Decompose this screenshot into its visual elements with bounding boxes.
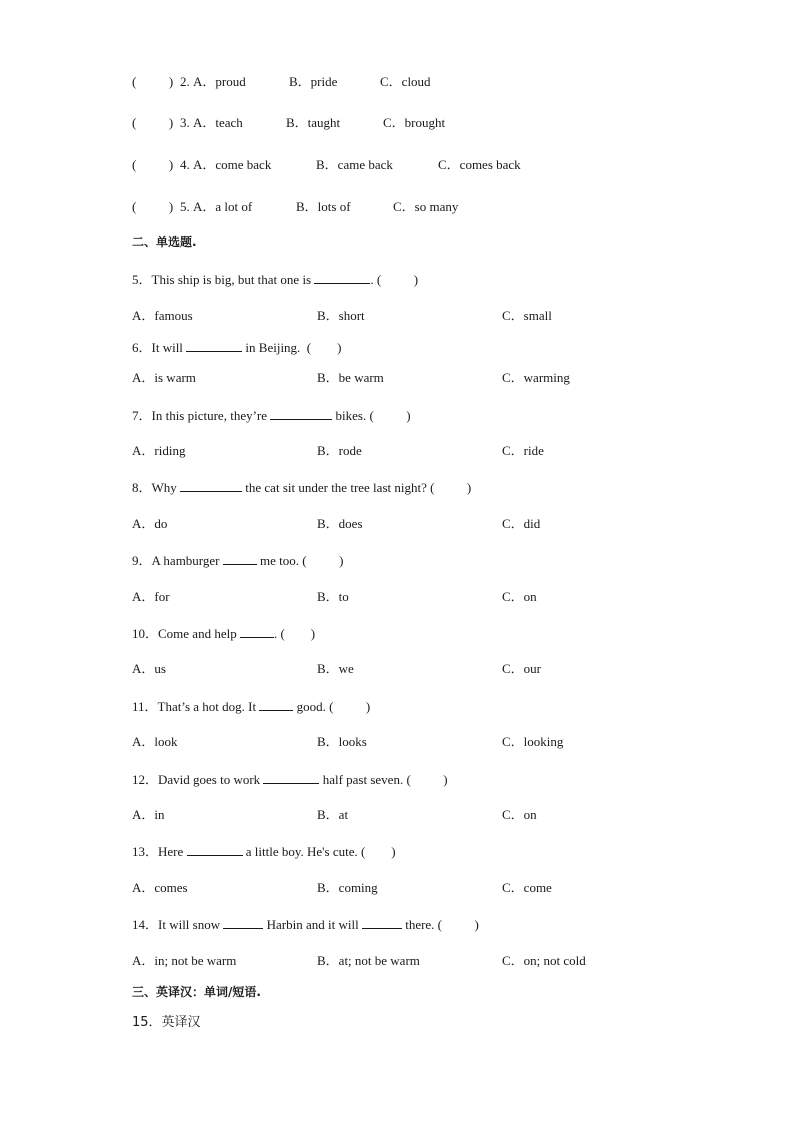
option-c[interactable]: C．come: [502, 880, 552, 895]
question-stem: [132, 479, 471, 496]
stem-text: the cat sit under the tree last night? ( ): [242, 480, 472, 495]
option-b[interactable]: B．taught: [286, 115, 341, 130]
question-stem: [132, 271, 418, 288]
stem-text: 10．Come and help: [132, 626, 240, 641]
option-a[interactable]: A．famous: [132, 308, 193, 323]
stem-text: me too. ( ): [256, 553, 344, 568]
option-b[interactable]: B．does: [317, 516, 363, 531]
option-b[interactable]: B．pride: [289, 74, 338, 89]
answer-blank[interactable]: [314, 271, 370, 284]
question-stem: [132, 552, 343, 569]
question-number: 4.: [180, 157, 190, 172]
option-b[interactable]: B．to: [317, 589, 349, 604]
option-a[interactable]: A．do: [132, 516, 168, 531]
answer-blank[interactable]: [263, 771, 319, 784]
question-stem: 15．英译汉: [132, 1015, 201, 1030]
stem-text: . ( ): [273, 626, 316, 641]
stem-text: half past seven. ( ): [319, 772, 448, 787]
stem-text: there. ( ): [401, 917, 479, 932]
answer-blank[interactable]: [180, 479, 242, 492]
option-a[interactable]: A．proud: [193, 74, 246, 89]
answer-blank[interactable]: [187, 843, 243, 856]
answer-blank[interactable]: [223, 552, 257, 565]
stem-text: good. ( ): [293, 699, 371, 714]
question-stem: [132, 625, 315, 642]
answer-blank[interactable]: [223, 916, 263, 929]
question-stem: [132, 916, 479, 933]
option-a[interactable]: A．teach: [193, 115, 243, 130]
answer-blank[interactable]: [362, 916, 402, 929]
option-c[interactable]: C．warming: [502, 370, 570, 385]
option-c[interactable]: C．cloud: [380, 74, 431, 89]
answer-blank[interactable]: [259, 698, 293, 711]
option-c[interactable]: C．so many: [393, 199, 459, 214]
stem-text: in Beijing. ( ): [242, 340, 342, 355]
option-c[interactable]: C．small: [502, 308, 552, 323]
stem-text: 7．In this picture, they’re: [132, 408, 271, 423]
stem-text: 13．Here: [132, 844, 187, 859]
question-stem: [132, 407, 411, 424]
stem-text: 6．It will: [132, 340, 187, 355]
option-c[interactable]: C．did: [502, 516, 541, 531]
answer-blank[interactable]: [186, 339, 242, 352]
option-a[interactable]: A．look: [132, 734, 178, 749]
option-a[interactable]: A．comes: [132, 880, 188, 895]
stem-text: 11．That’s a hot dog. It: [132, 699, 260, 714]
question-number: 2.: [180, 74, 190, 89]
option-b[interactable]: B．at: [317, 807, 349, 822]
option-b[interactable]: B．came back: [316, 157, 393, 172]
option-a[interactable]: A．in: [132, 807, 165, 822]
stem-text: Harbin and it will: [263, 917, 362, 932]
option-a[interactable]: A．in; not be warm: [132, 953, 237, 968]
option-a[interactable]: A．come back: [193, 157, 272, 172]
answer-paren[interactable]: ( ): [132, 157, 174, 172]
answer-paren[interactable]: ( ): [132, 74, 174, 89]
option-b[interactable]: B．rode: [317, 443, 362, 458]
answer-paren[interactable]: ( ): [132, 115, 174, 130]
option-a[interactable]: A．for: [132, 589, 170, 604]
option-b[interactable]: B．at; not be warm: [317, 953, 420, 968]
option-b[interactable]: B．looks: [317, 734, 367, 749]
stem-text: a little boy. He's cute. ( ): [242, 844, 396, 859]
section-heading: 二、单选题.: [132, 235, 197, 249]
option-a[interactable]: A．us: [132, 661, 166, 676]
stem-text: 12．David goes to work: [132, 772, 264, 787]
option-b[interactable]: B．short: [317, 308, 365, 323]
option-b[interactable]: B．we: [317, 661, 354, 676]
question-number: 5.: [180, 199, 190, 214]
option-a[interactable]: A．a lot of: [193, 199, 253, 214]
question-stem: [132, 843, 396, 860]
option-b[interactable]: B．be warm: [317, 370, 384, 385]
option-c[interactable]: C．ride: [502, 443, 544, 458]
stem-text: 8．Why: [132, 480, 181, 495]
question-stem: [132, 698, 370, 715]
option-c[interactable]: C．on: [502, 589, 537, 604]
question-stem: [132, 339, 341, 356]
option-b[interactable]: B．lots of: [296, 199, 351, 214]
option-a[interactable]: A．is warm: [132, 370, 196, 385]
stem-text: bikes. ( ): [332, 408, 411, 423]
section-heading: 三、英译汉：单词/短语.: [132, 985, 261, 999]
option-c[interactable]: C．on: [502, 807, 537, 822]
stem-text: . ( ): [370, 272, 419, 287]
option-a[interactable]: A．riding: [132, 443, 186, 458]
option-c[interactable]: C．on; not cold: [502, 953, 586, 968]
option-c[interactable]: C．looking: [502, 734, 564, 749]
stem-text: 14．It will snow: [132, 917, 224, 932]
option-b[interactable]: B．coming: [317, 880, 378, 895]
option-c[interactable]: C．our: [502, 661, 542, 676]
question-stem: [132, 771, 448, 788]
option-c[interactable]: C．comes back: [438, 157, 521, 172]
stem-text: 9．A hamburger: [132, 553, 223, 568]
stem-text: 5．This ship is big, but that one is: [132, 272, 315, 287]
option-c[interactable]: C．brought: [383, 115, 446, 130]
answer-blank[interactable]: [240, 625, 274, 638]
answer-paren[interactable]: ( ): [132, 199, 174, 214]
question-number: 3.: [180, 115, 190, 130]
answer-blank[interactable]: [270, 407, 332, 420]
